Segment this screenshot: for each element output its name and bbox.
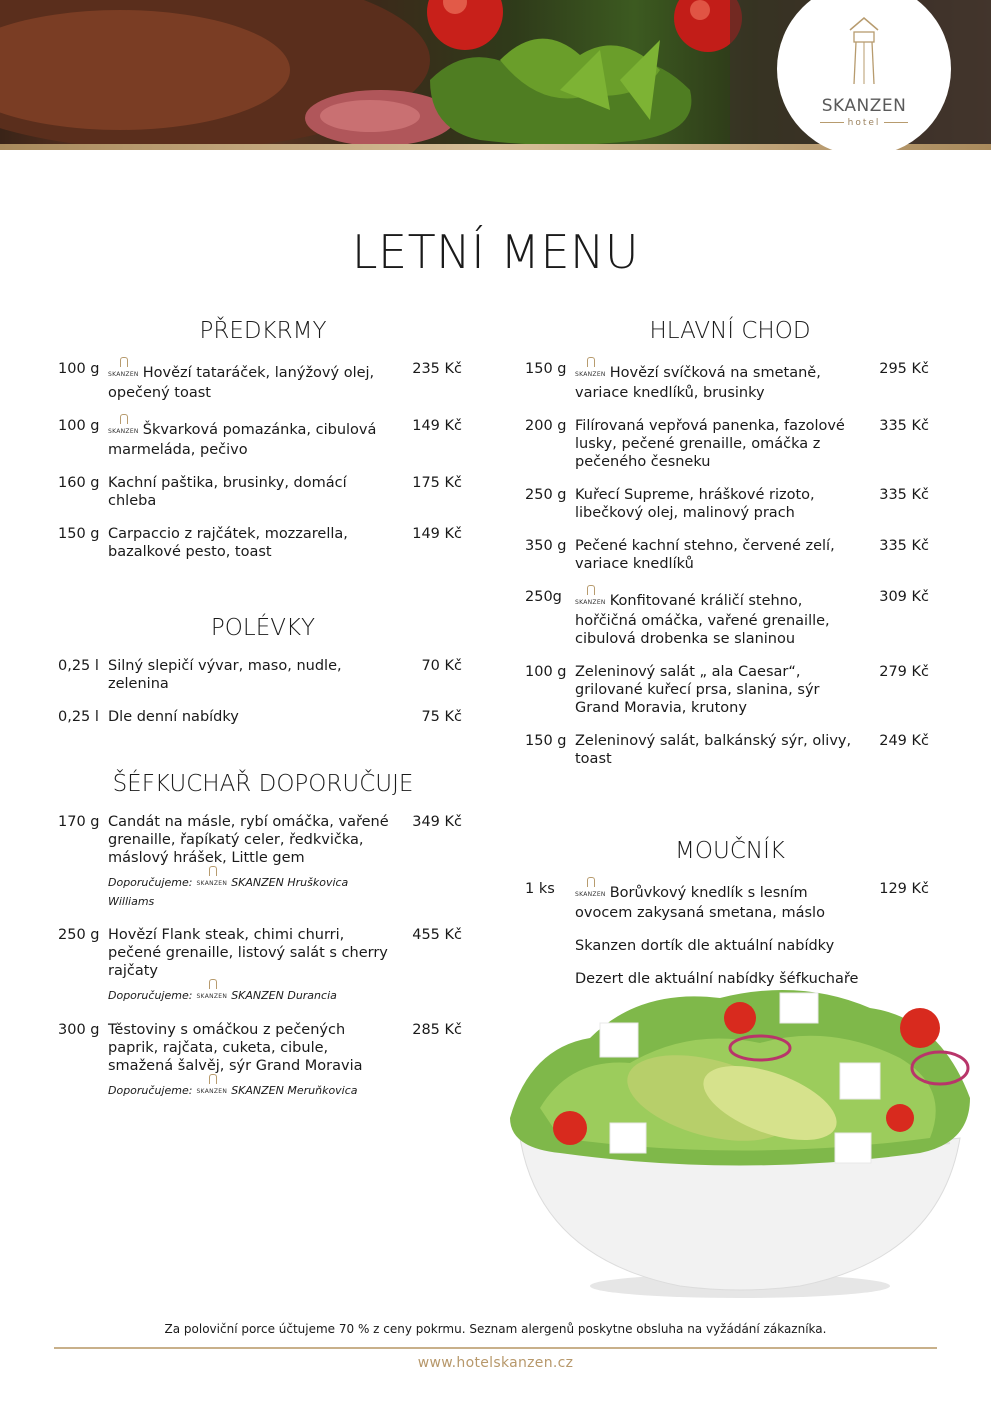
item-text: Hovězí tataráček, lanýžový olej, opečený toast — [108, 365, 375, 401]
menu-item — [58, 1021, 468, 1101]
item-description — [108, 360, 400, 402]
item-text: Kachní paštika, brusinky, domácí chleba — [108, 475, 347, 509]
item-description — [108, 657, 400, 693]
item-quantity: 100 g — [525, 664, 567, 680]
recommend-value: SKANZEN Durancia — [231, 989, 337, 1002]
item-recommendation — [108, 869, 394, 911]
item-price: 75 Kč — [421, 709, 462, 725]
tower-logo-icon — [846, 16, 882, 86]
footnote: Za poloviční porce účtujeme 70 % z ceny pokrmu. Seznam alergenů poskytne obsluha na vyžádání zákazníka. — [164, 1322, 827, 1336]
item-description — [575, 732, 867, 768]
item-text: Skanzen dortík dle aktuální nabídky — [575, 938, 835, 954]
skanzen-mini-logo: SKANZEN — [196, 982, 227, 1006]
item-quantity: 170 g — [58, 814, 100, 830]
item-description — [108, 926, 400, 1006]
item-price: 309 Kč — [879, 589, 929, 605]
item-text: Konfitované králičí stehno, hořčičná omáčka, vařené grenaille, cibulová drobenka se slaninou — [575, 593, 830, 647]
item-text: Pečené kachní stehno, červené zelí, variace knedlíků — [575, 538, 835, 572]
item-price: 279 Kč — [879, 664, 929, 680]
section-polevky — [58, 613, 468, 726]
item-text: Zeleninový salát, balkánský sýr, olivy, toast — [575, 733, 852, 767]
item-quantity: 100 g — [58, 361, 100, 377]
skanzen-mini-logo: SKANZEN — [108, 417, 139, 441]
item-quantity: 160 g — [58, 475, 100, 491]
item-price: 285 Kč — [412, 1022, 462, 1038]
menu-item — [58, 474, 468, 510]
item-text: Zeleninový salát „ ala Caesar“, grilované kuřecí prsa, slanina, sýr Grand Moravia, krutony — [575, 664, 820, 716]
section-title: POLÉVKY — [210, 615, 316, 641]
item-text: Filírovaná vepřová panenka, fazolové lusky, pečené grenaille, omáčka z pečeného česneku — [575, 418, 845, 470]
item-description — [108, 1021, 400, 1101]
item-text: Těstoviny s omáčkou z pečených paprik, rajčata, cuketa, cibule, smažená šalvěj, sýr Grand Moravia — [108, 1022, 363, 1074]
brand-sub: hotel — [777, 118, 951, 128]
skanzen-mini-logo: SKANZEN — [575, 880, 606, 904]
item-quantity: 300 g — [58, 1022, 100, 1038]
item-price: 175 Kč — [412, 475, 462, 491]
website-link[interactable]: www.hotelskanzen.cz — [417, 1355, 574, 1371]
item-quantity: 150 g — [58, 526, 100, 542]
menu-item — [525, 360, 935, 402]
item-price: 249 Kč — [879, 733, 929, 749]
item-description — [108, 813, 400, 911]
item-text: Škvarková pomazánka, cibulová marmeláda, pečivo — [108, 422, 377, 458]
item-price: 455 Kč — [412, 927, 462, 943]
item-description — [575, 537, 867, 573]
item-quantity: 100 g — [58, 418, 100, 434]
recommend-label: Doporučujeme: — [108, 876, 193, 889]
item-text: Hovězí svíčková na smetaně, variace knedlíků, brusinky — [575, 365, 821, 401]
item-text: Hovězí Flank steak, chimi churri, pečené grenaille, listový salát s cherry rajčaty — [108, 927, 388, 979]
item-recommendation — [108, 982, 394, 1006]
section-sefkuchar — [58, 769, 468, 1101]
menu-item — [525, 663, 935, 717]
item-text: Kuřecí Supreme, hráškové rizoto, libečkový olej, malinový prach — [575, 487, 815, 521]
section-moucnik — [525, 836, 935, 988]
item-description — [575, 880, 867, 922]
item-description — [575, 417, 867, 471]
menu-item — [525, 880, 935, 922]
recommend-value: SKANZEN Meruňkovica — [231, 1084, 358, 1097]
item-description — [575, 588, 867, 648]
item-price: 295 Kč — [879, 361, 929, 377]
item-description — [575, 486, 867, 522]
right-column — [525, 316, 935, 1003]
item-text: Borůvkový knedlík s lesním ovocem zakysaná smetana, máslo — [575, 885, 825, 921]
section-predkrmy — [58, 316, 468, 561]
section-hlavni — [525, 316, 935, 768]
section-title: ŠÉFKUCHAŘ DOPORUČUJE — [112, 771, 414, 797]
item-price: 349 Kč — [412, 814, 462, 830]
recommend-value: SKANZEN Hruškovica Williams — [108, 876, 349, 908]
item-price: 335 Kč — [879, 487, 929, 503]
item-quantity: 0,25 l — [58, 658, 99, 674]
item-quantity: 0,25 l — [58, 709, 99, 725]
menu-item — [525, 417, 935, 471]
menu-item — [58, 525, 468, 561]
item-quantity: 200 g — [525, 418, 567, 434]
footer-divider — [54, 1347, 937, 1349]
item-description — [108, 417, 400, 459]
item-text: Dezert dle aktuální nabídky šéfkuchaře — [575, 971, 859, 987]
item-description — [108, 474, 400, 510]
item-description — [108, 525, 400, 561]
item-quantity: 250 g — [525, 487, 567, 503]
item-quantity: 250g — [525, 589, 562, 605]
skanzen-mini-logo: SKANZEN — [575, 588, 606, 612]
menu-item — [58, 417, 468, 459]
section-title: PŘEDKRMY — [199, 318, 327, 344]
item-quantity: 1 ks — [525, 881, 555, 897]
menu-item — [58, 813, 468, 911]
menu-item — [525, 732, 935, 768]
item-description — [108, 708, 400, 726]
item-quantity: 250 g — [58, 927, 100, 943]
brand-name: SKANZEN — [821, 96, 907, 116]
recommend-label: Doporučujeme: — [108, 989, 193, 1002]
section-title: HLAVNÍ CHOD — [649, 318, 811, 344]
item-price: 335 Kč — [879, 418, 929, 434]
menu-item — [58, 926, 468, 1006]
item-price: 129 Kč — [879, 881, 929, 897]
item-description — [575, 937, 867, 955]
menu-item — [58, 657, 468, 693]
item-price — [867, 937, 935, 955]
item-description — [575, 360, 867, 402]
left-column — [58, 316, 468, 1116]
item-text: Candát na másle, rybí omáčka, vařené grenaille, řapíkatý celer, ředkvička, máslový hrášek, Little gem — [108, 814, 389, 866]
item-text: Dle denní nabídky — [108, 709, 239, 725]
menu-item — [525, 588, 935, 648]
item-text: Carpaccio z rajčátek, mozzarella, bazalkové pesto, toast — [108, 526, 348, 560]
item-price: 335 Kč — [879, 538, 929, 554]
skanzen-mini-logo: SKANZEN — [108, 360, 139, 384]
item-quantity: 350 g — [525, 538, 567, 554]
item-quantity — [525, 937, 575, 955]
menu-item — [58, 708, 468, 726]
skanzen-mini-logo: SKANZEN — [196, 869, 227, 893]
item-price: 70 Kč — [421, 658, 462, 674]
item-price: 149 Kč — [412, 526, 462, 542]
menu-item — [525, 537, 935, 573]
skanzen-mini-logo: SKANZEN — [575, 360, 606, 384]
salad-bowl-image — [500, 968, 980, 1308]
page-title: LETNÍ MENU — [351, 225, 640, 279]
item-price: 149 Kč — [412, 418, 462, 434]
item-text: Silný slepičí vývar, maso, nudle, zelenina — [108, 658, 342, 692]
item-description — [575, 663, 867, 717]
menu-item — [525, 937, 935, 955]
item-quantity: 150 g — [525, 361, 567, 377]
menu-item — [525, 486, 935, 522]
menu-item — [58, 360, 468, 402]
recommend-label: Doporučujeme: — [108, 1084, 193, 1097]
section-title: MOUČNÍK — [675, 838, 785, 864]
item-quantity: 150 g — [525, 733, 567, 749]
item-price: 235 Kč — [412, 361, 462, 377]
item-recommendation — [108, 1077, 394, 1101]
skanzen-mini-logo: SKANZEN — [196, 1077, 227, 1101]
